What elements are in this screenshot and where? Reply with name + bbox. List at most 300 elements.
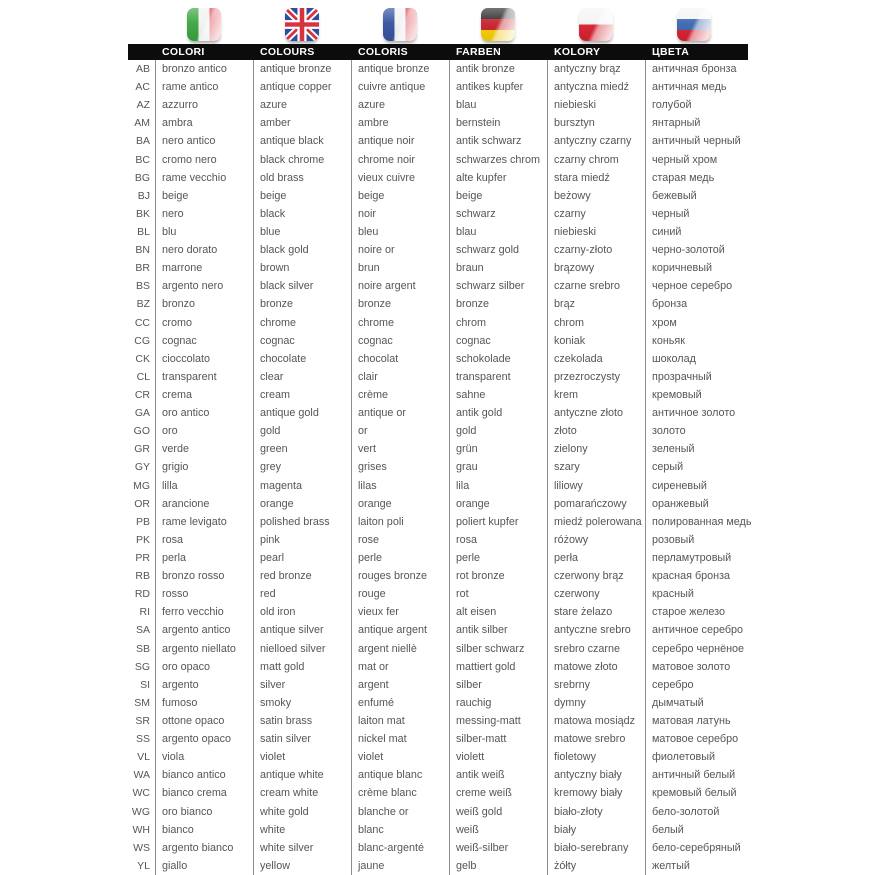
color-name-cell-en: brown [253, 259, 351, 277]
color-name-cell-en: grey [253, 458, 351, 476]
color-code-cell: AB [135, 63, 150, 76]
color-name-cell-ru: золото [645, 422, 743, 440]
color-name-cell-it: fumoso [155, 694, 253, 712]
color-name-cell-pl: antyczny brąz [547, 60, 645, 78]
color-name-cell-it: bronzo antico [155, 60, 253, 78]
table-row [128, 404, 748, 422]
table-row [128, 332, 748, 350]
color-name-cell-pl: czarny-złoto [547, 241, 645, 259]
color-name-cell-en: amber [253, 114, 351, 132]
color-code-cell: BZ [136, 298, 150, 311]
color-name-cell-it: azzurro [155, 96, 253, 114]
color-name-cell-de: messing-matt [449, 712, 547, 730]
color-name-cell-en: red [253, 585, 351, 603]
color-name-cell-ru: серебро чернёное [645, 640, 743, 658]
table-row [128, 169, 748, 187]
color-name-cell-ru: кремовый белый [645, 784, 743, 802]
color-name-cell-fr: rouges bronze [351, 567, 449, 585]
color-name-cell-it: arancione [155, 495, 253, 513]
color-name-cell-en: yellow [253, 857, 351, 875]
color-name-cell-ru: хром [645, 314, 743, 332]
color-name-cell-en: white [253, 821, 351, 839]
table-row [128, 458, 748, 476]
color-name-cell-en: cognac [253, 332, 351, 350]
color-name-cell-fr: vieux cuivre [351, 169, 449, 187]
color-name-cell-de: schokolade [449, 350, 547, 368]
color-name-cell-de: silber schwarz [449, 640, 547, 658]
color-name-cell-it: giallo [155, 857, 253, 875]
color-name-cell-fr: chrome [351, 314, 449, 332]
color-name-cell-ru: бронза [645, 295, 743, 313]
color-name-cell-ru: желтый [645, 857, 743, 875]
color-name-cell-it: perla [155, 549, 253, 567]
color-name-cell-pl: matowa mosiądz [547, 712, 645, 730]
color-name-cell-it: argento bianco [155, 839, 253, 857]
color-name-cell-pl: złoto [547, 422, 645, 440]
color-name-cell-pl: liliowy [547, 477, 645, 495]
color-name-cell-ru: красная бронза [645, 567, 743, 585]
color-code-cell: SS [135, 733, 150, 746]
color-name-cell-pl: antyczne złoto [547, 404, 645, 422]
table-row [128, 187, 748, 205]
color-name-cell-pl: beżowy [547, 187, 645, 205]
color-code-cell: BN [135, 244, 150, 257]
color-name-cell-de: silber [449, 676, 547, 694]
color-name-cell-fr: vert [351, 440, 449, 458]
color-name-cell-it: ottone opaco [155, 712, 253, 730]
color-name-cell-en: nielloed silver [253, 640, 351, 658]
color-name-cell-de: blau [449, 223, 547, 241]
color-name-cell-ru: серый [645, 458, 743, 476]
poland-flag-icon [579, 8, 613, 41]
color-name-cell-en: antique black [253, 132, 351, 150]
color-name-cell-de: poliert kupfer [449, 513, 547, 531]
color-name-cell-fr: bleu [351, 223, 449, 241]
color-name-cell-ru: зеленый [645, 440, 743, 458]
color-name-cell-de: weiß [449, 821, 547, 839]
color-name-cell-de: antikes kupfer [449, 78, 547, 96]
color-name-cell-fr: nickel mat [351, 730, 449, 748]
color-name-cell-pl: srebro czarne [547, 640, 645, 658]
color-name-cell-fr: antique argent [351, 621, 449, 639]
color-name-cell-fr: antique bronze [351, 60, 449, 78]
column-header-polish: KOLORY [554, 46, 601, 58]
color-name-cell-it: cognac [155, 332, 253, 350]
color-name-cell-de: rot bronze [449, 567, 547, 585]
color-name-cell-ru: голубой [645, 96, 743, 114]
color-name-cell-fr: rouge [351, 585, 449, 603]
color-name-cell-de: schwarz silber [449, 277, 547, 295]
table-row [128, 495, 748, 513]
color-name-cell-pl: czarny chrom [547, 151, 645, 169]
color-code-cell: CR [134, 389, 150, 402]
color-name-cell-fr: chocolat [351, 350, 449, 368]
table-row [128, 784, 748, 802]
color-name-cell-de: alt eisen [449, 603, 547, 621]
table-row [128, 549, 748, 567]
color-name-cell-fr: azure [351, 96, 449, 114]
color-code-cell: RI [139, 606, 150, 619]
table-row [128, 802, 748, 820]
color-name-cell-en: satin brass [253, 712, 351, 730]
color-name-cell-de: bernstein [449, 114, 547, 132]
color-name-cell-fr: noir [351, 205, 449, 223]
color-name-cell-pl: czekolada [547, 350, 645, 368]
color-name-cell-en: green [253, 440, 351, 458]
color-code-cell: GO [133, 425, 150, 438]
table-row [128, 241, 748, 259]
color-name-cell-en: white silver [253, 839, 351, 857]
color-name-cell-it: oro antico [155, 404, 253, 422]
color-name-cell-de: antik schwarz [449, 132, 547, 150]
color-name-cell-en: black silver [253, 277, 351, 295]
color-code-cell: WG [131, 805, 150, 818]
column-header-italian: COLORI [162, 46, 205, 58]
color-name-cell-pl: stare żelazo [547, 603, 645, 621]
color-name-cell-fr: lilas [351, 477, 449, 495]
color-name-cell-pl: niebieski [547, 223, 645, 241]
color-name-cell-ru: античный белый [645, 766, 743, 784]
color-code-cell: BC [135, 153, 150, 166]
color-name-cell-it: bronzo rosso [155, 567, 253, 585]
russia-flag-icon [677, 8, 711, 41]
color-name-cell-it: oro [155, 422, 253, 440]
color-name-cell-it: argento opaco [155, 730, 253, 748]
color-name-cell-fr: or [351, 422, 449, 440]
color-name-cell-ru: бело-серебряный [645, 839, 743, 857]
color-name-cell-pl: brąz [547, 295, 645, 313]
color-name-cell-it: rosso [155, 585, 253, 603]
color-name-cell-en: black [253, 205, 351, 223]
color-code-cell: VL [137, 751, 150, 764]
color-code-cell: BJ [137, 189, 150, 202]
color-name-cell-de: blau [449, 96, 547, 114]
color-name-cell-pl: niebieski [547, 96, 645, 114]
color-name-cell-de: antik gold [449, 404, 547, 422]
color-name-cell-fr: enfumé [351, 694, 449, 712]
color-code-cell: AC [135, 81, 150, 94]
color-name-cell-ru: дымчатый [645, 694, 743, 712]
color-name-cell-en: cream white [253, 784, 351, 802]
color-name-cell-en: white gold [253, 802, 351, 820]
color-code-cell: WS [133, 841, 150, 854]
france-flag-icon [383, 8, 417, 41]
color-name-cell-fr: argent niellè [351, 640, 449, 658]
color-name-cell-fr: crème [351, 386, 449, 404]
color-code-cell: WC [132, 787, 150, 800]
color-name-cell-en: blue [253, 223, 351, 241]
table-row [128, 386, 748, 404]
color-name-cell-ru: прозрачный [645, 368, 743, 386]
color-name-cell-pl: stara miedź [547, 169, 645, 187]
color-code-cell: YL [137, 859, 150, 872]
color-name-cell-pl: antyczny biały [547, 766, 645, 784]
color-name-cell-fr: cognac [351, 332, 449, 350]
table-row [128, 513, 752, 531]
table-row [128, 295, 748, 313]
color-name-cell-pl: fioletowy [547, 748, 645, 766]
color-name-cell-it: ambra [155, 114, 253, 132]
color-name-cell-ru: черный хром [645, 151, 743, 169]
color-name-cell-fr: noire or [351, 241, 449, 259]
color-code-cell: MG [133, 479, 150, 492]
color-name-cell-de: sahne [449, 386, 547, 404]
color-name-cell-it: cromo nero [155, 151, 253, 169]
color-name-cell-en: silver [253, 676, 351, 694]
color-name-cell-ru: черный [645, 205, 743, 223]
color-code-cell: PR [135, 552, 150, 564]
color-name-cell-pl: przezroczysty [547, 368, 645, 386]
table-row [128, 712, 748, 730]
column-header-english: COLOURS [260, 46, 315, 58]
color-name-cell-pl: różowy [547, 531, 645, 549]
color-translation-table [128, 0, 752, 875]
color-name-cell-fr: ambre [351, 114, 449, 132]
color-code-cell: BL [137, 226, 150, 239]
color-code-cell: AZ [136, 99, 150, 112]
color-name-cell-it: nero dorato [155, 241, 253, 259]
color-name-cell-pl: żółty [547, 857, 645, 875]
color-name-cell-de: bronze [449, 295, 547, 313]
color-code-cell: BS [135, 280, 150, 293]
color-name-cell-pl: antyczne srebro [547, 621, 645, 639]
color-name-cell-en: antique white [253, 766, 351, 784]
color-name-cell-de: rot [449, 585, 547, 603]
column-header-german: FARBEN [456, 46, 501, 58]
color-name-cell-de: schwarzes chrom [449, 151, 547, 169]
column-header-russian: ЦВЕТА [652, 46, 690, 58]
color-name-cell-ru: синий [645, 223, 743, 241]
table-row [128, 766, 748, 784]
color-name-cell-de: gelb [449, 857, 547, 875]
color-code-cell: OR [134, 497, 150, 510]
color-code-cell: WH [132, 823, 150, 836]
color-name-cell-en: pearl [253, 549, 351, 567]
color-name-cell-de: antik bronze [449, 60, 547, 78]
color-name-cell-fr: laiton poli [351, 513, 449, 531]
color-name-cell-it: argento [155, 676, 253, 694]
color-name-cell-de: schwarz gold [449, 241, 547, 259]
color-code-cell: SR [135, 714, 150, 727]
color-name-cell-ru: шоколад [645, 350, 743, 368]
color-code-cell: BK [135, 207, 150, 220]
color-name-cell-fr: jaune [351, 857, 449, 875]
color-name-cell-it: rosa [155, 531, 253, 549]
color-name-cell-fr: blanc-argenté [351, 839, 449, 857]
color-name-cell-fr: crème blanc [351, 784, 449, 802]
color-name-cell-pl: bursztyn [547, 114, 645, 132]
color-name-cell-it: bronzo [155, 295, 253, 313]
color-name-cell-en: orange [253, 495, 351, 513]
color-code-cell: CC [134, 316, 150, 329]
color-name-cell-pl: antyczny czarny [547, 132, 645, 150]
color-name-cell-it: crema [155, 386, 253, 404]
color-name-cell-en: antique silver [253, 621, 351, 639]
color-code-cell: PK [135, 533, 150, 546]
color-name-cell-ru: бело-золотой [645, 802, 743, 820]
color-name-cell-en: polished brass [253, 513, 351, 531]
color-name-cell-de: perle [449, 549, 547, 567]
color-name-cell-it: bianco [155, 821, 253, 839]
color-name-cell-ru: розовый [645, 531, 743, 549]
color-name-cell-de: weiß-silber [449, 839, 547, 857]
color-name-cell-ru: античная бронза [645, 60, 743, 78]
color-name-cell-en: chocolate [253, 350, 351, 368]
color-name-cell-ru: кремовый [645, 386, 743, 404]
color-name-cell-it: rame antico [155, 78, 253, 96]
color-name-cell-pl: biało-serebrany [547, 839, 645, 857]
germany-flag-icon [481, 8, 515, 41]
color-code-cell: SI [140, 678, 150, 691]
color-name-cell-ru: старая медь [645, 169, 743, 187]
color-name-cell-pl: zielony [547, 440, 645, 458]
table-row [128, 857, 748, 875]
color-code-cell: GY [134, 461, 150, 474]
table-row [128, 658, 748, 676]
color-name-cell-pl: pomarańczowy [547, 495, 645, 513]
color-name-cell-ru: античный черный [645, 132, 743, 150]
color-name-cell-pl: czarny [547, 205, 645, 223]
color-name-cell-fr: vieux fer [351, 603, 449, 621]
color-name-cell-en: black gold [253, 241, 351, 259]
color-name-cell-ru: античное золото [645, 404, 743, 422]
table-row [128, 531, 748, 549]
table-row [128, 132, 748, 150]
color-name-cell-en: clear [253, 368, 351, 386]
color-code-cell: AM [134, 117, 150, 130]
color-name-cell-fr: bronze [351, 295, 449, 313]
color-name-cell-de: grün [449, 440, 547, 458]
table-row [128, 748, 748, 766]
color-name-cell-fr: argent [351, 676, 449, 694]
color-name-cell-en: antique bronze [253, 60, 351, 78]
color-name-cell-pl: szary [547, 458, 645, 476]
color-name-cell-de: creme weiß [449, 784, 547, 802]
table-row [128, 821, 748, 839]
table-row [128, 440, 748, 458]
color-name-cell-it: grigio [155, 458, 253, 476]
color-name-cell-pl: matowe srebro [547, 730, 645, 748]
color-name-cell-it: viola [155, 748, 253, 766]
color-code-cell: SB [135, 642, 150, 655]
column-header-french: COLORIS [358, 46, 408, 58]
color-name-cell-pl: brązowy [547, 259, 645, 277]
color-name-cell-ru: янтарный [645, 114, 743, 132]
color-name-cell-it: argento antico [155, 621, 253, 639]
table-row [128, 567, 748, 585]
color-name-cell-it: argento nero [155, 277, 253, 295]
color-name-cell-fr: grises [351, 458, 449, 476]
color-name-cell-fr: mat or [351, 658, 449, 676]
color-name-cell-ru: сиреневый [645, 477, 743, 495]
color-name-cell-it: cioccolato [155, 350, 253, 368]
color-code-cell: SG [134, 660, 150, 673]
color-name-cell-fr: antique blanc [351, 766, 449, 784]
color-name-cell-pl: perła [547, 549, 645, 567]
color-name-cell-de: alte kupfer [449, 169, 547, 187]
flags-row [155, 0, 748, 44]
color-name-cell-it: oro bianco [155, 802, 253, 820]
table-row [128, 114, 748, 132]
color-name-cell-fr: orange [351, 495, 449, 513]
color-name-cell-it: lilla [155, 477, 253, 495]
color-name-cell-fr: violet [351, 748, 449, 766]
table-row [128, 223, 748, 241]
uk-flag-icon [285, 8, 319, 41]
color-code-cell: BR [135, 262, 150, 275]
color-name-cell-de: beige [449, 187, 547, 205]
color-name-cell-it: argento niellato [155, 640, 253, 658]
color-name-cell-pl: czerwony brąz [547, 567, 645, 585]
color-name-cell-en: black chrome [253, 151, 351, 169]
table-row [128, 422, 748, 440]
color-name-cell-it: bianco antico [155, 766, 253, 784]
color-name-cell-fr: beige [351, 187, 449, 205]
color-name-cell-ru: серебро [645, 676, 743, 694]
color-name-cell-pl: antyczna miedź [547, 78, 645, 96]
color-name-cell-fr: chrome noir [351, 151, 449, 169]
color-name-cell-en: pink [253, 531, 351, 549]
color-name-cell-it: nero [155, 205, 253, 223]
color-name-cell-en: old brass [253, 169, 351, 187]
color-name-cell-en: old iron [253, 603, 351, 621]
color-name-cell-pl: biały [547, 821, 645, 839]
color-name-cell-de: weiß gold [449, 802, 547, 820]
table-row [128, 205, 748, 223]
color-name-cell-fr: noire argent [351, 277, 449, 295]
color-name-cell-de: gold [449, 422, 547, 440]
color-name-cell-de: rauchig [449, 694, 547, 712]
color-name-cell-pl: dymny [547, 694, 645, 712]
color-name-cell-pl: czerwony [547, 585, 645, 603]
color-name-cell-de: schwarz [449, 205, 547, 223]
color-name-cell-fr: antique or [351, 404, 449, 422]
color-name-cell-pl: koniak [547, 332, 645, 350]
italy-flag-icon [187, 8, 221, 41]
color-name-cell-en: red bronze [253, 567, 351, 585]
color-name-cell-en: gold [253, 422, 351, 440]
color-name-cell-ru: коньяк [645, 332, 743, 350]
color-name-cell-ru: матовое серебро [645, 730, 743, 748]
table-row [128, 603, 748, 621]
color-name-cell-de: mattiert gold [449, 658, 547, 676]
color-code-cell: SA [135, 624, 150, 637]
table-row [128, 96, 748, 114]
color-name-cell-de: antik silber [449, 621, 547, 639]
color-name-cell-fr: perle [351, 549, 449, 567]
color-name-cell-en: violet [253, 748, 351, 766]
table-row [128, 730, 748, 748]
color-name-cell-de: orange [449, 495, 547, 513]
color-name-cell-it: bianco crema [155, 784, 253, 802]
color-name-cell-it: blu [155, 223, 253, 241]
color-name-cell-pl: kremowy biały [547, 784, 645, 802]
table-row [128, 839, 748, 857]
color-code-cell: CG [134, 334, 150, 347]
color-name-cell-fr: blanche or [351, 802, 449, 820]
color-name-cell-ru: перламутровый [645, 549, 743, 567]
color-name-cell-fr: antique noir [351, 132, 449, 150]
color-name-cell-en: smoky [253, 694, 351, 712]
color-name-cell-it: ferro vecchio [155, 603, 253, 621]
color-code-cell: RB [135, 570, 150, 583]
color-name-cell-ru: коричневый [645, 259, 743, 277]
color-name-cell-pl: srebrny [547, 676, 645, 694]
table-row [128, 350, 748, 368]
table-header-bar [128, 44, 748, 60]
color-name-cell-en: bronze [253, 295, 351, 313]
color-name-cell-de: grau [449, 458, 547, 476]
